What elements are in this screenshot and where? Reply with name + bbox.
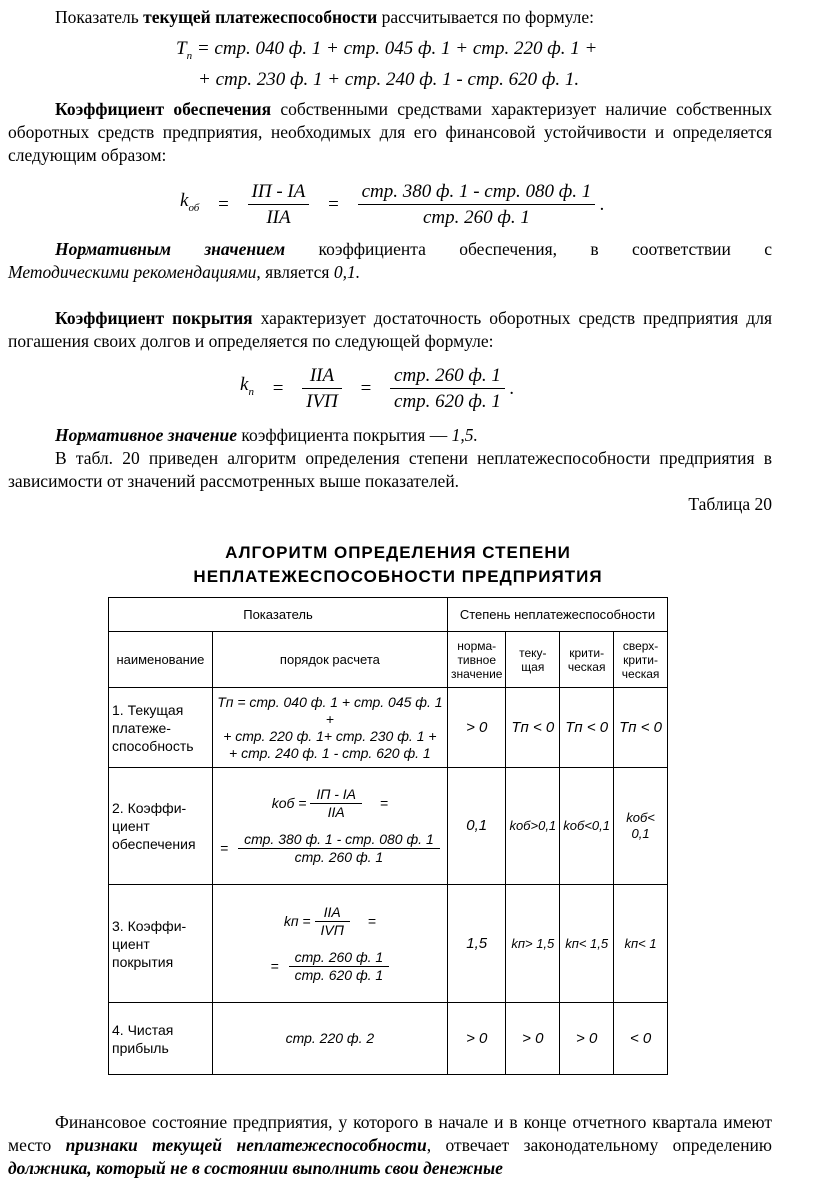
table-title-line-2: НЕПЛАТЕЖЕСПОСОБНОСТИ ПРЕДПРИЯТИЯ (193, 567, 603, 586)
numerator: IП - IA (310, 786, 362, 804)
formula-coverage-coefficient (240, 364, 514, 413)
formula-symbol: k (180, 190, 189, 211)
numerator: стр. 380 ф. 1 - стр. 080 ф. 1 (358, 180, 596, 205)
row-supercritical: < 0 (614, 1003, 668, 1075)
bold-italic-term: Нормативное значение (55, 425, 237, 445)
bold-italic-term: Нормативным значением (55, 239, 286, 259)
table-label: Таблица 20 (688, 494, 772, 514)
formula-symbol: T (176, 38, 187, 59)
equals-sign: = (270, 957, 279, 974)
normative-value: 1,5. (451, 425, 478, 445)
equals-sign: = (272, 378, 284, 399)
table-row (109, 1003, 668, 1075)
italic-term: Методическими рекомендациями (8, 262, 257, 282)
row-normative: > 0 (447, 688, 505, 768)
numerator: стр. 260 ф. 1 (289, 949, 390, 967)
period: . (599, 194, 605, 215)
header-name: наименование (109, 632, 213, 688)
row-current: > 0 (506, 1003, 560, 1075)
numerator: IIA (315, 904, 350, 922)
numerator: стр. 260 ф. 1 (390, 364, 505, 389)
table-row (109, 688, 668, 768)
row-name: 2. Коэффи- циент обеспечения (109, 768, 213, 885)
text: , отвечает законодательному определению (426, 1135, 772, 1155)
algorithm-table (108, 597, 668, 1075)
row-critical: > 0 (560, 1003, 614, 1075)
paragraph-provision-coefficient (8, 98, 772, 167)
row-supercritical: Tп < 0 (614, 688, 668, 768)
calc-line: + стр. 240 ф. 1 - стр. 620 ф. 1 (229, 744, 431, 761)
row-normative: 1,5 (447, 885, 505, 1003)
fraction (289, 949, 390, 984)
row-critical: Tп < 0 (560, 688, 614, 768)
calc-lhs: kоб = (271, 795, 307, 811)
formula-symbol: k (240, 374, 249, 395)
formula-subscript: п (186, 50, 193, 62)
paragraph-normative-value-provision (8, 238, 772, 261)
paragraph-coverage-coefficient (8, 307, 772, 353)
numerator: IIA (302, 364, 342, 389)
text: рассчитывается по формуле: (377, 7, 594, 27)
header-supercritical: сверх- крити- ческая (614, 632, 668, 688)
text: собственными средствами характеризует наличие собственных оборотных средств предприятия, необходимых для его финансовой устойчивости и определяется следующим образом: (8, 99, 772, 165)
header-critical: крити- ческая (560, 632, 614, 688)
normative-value: 0,1. (333, 262, 361, 282)
calc-line: Tп = стр. 040 ф. 1 + стр. 045 ф. 1 + (217, 693, 443, 727)
denominator: стр. 620 ф. 1 (394, 391, 501, 412)
denominator: стр. 260 ф. 1 (422, 207, 530, 228)
equals-sign: = (360, 378, 372, 399)
row-current: kп> 1,5 (506, 885, 560, 1003)
row-name: 4. Чистая прибыль (109, 1003, 213, 1075)
row-calc (212, 885, 447, 1003)
row-calc (212, 688, 447, 768)
header-current: теку- щая (506, 632, 560, 688)
table-row (109, 768, 668, 885)
paragraph-current-solvency (8, 6, 772, 29)
numerator: стр. 380 ф. 1 - стр. 080 ф. 1 (238, 831, 440, 849)
equals-sign: = (220, 840, 229, 856)
paragraph-normative-value-provision-cont (8, 261, 772, 284)
table-header-row-1 (109, 598, 668, 632)
row-critical: kоб<0,1 (560, 768, 614, 885)
formula-current-solvency (176, 37, 597, 92)
fraction (238, 831, 440, 866)
row-name: 1. Текущая платеже- способность (109, 688, 213, 768)
header-degree: Степень неплатежеспособности (447, 598, 667, 632)
fraction (302, 364, 342, 413)
row-current: Tп < 0 (506, 688, 560, 768)
row-name: 3. Коэффи- циент покрытия (109, 885, 213, 1003)
text: Финансовое состояние предприятия, у которого в начале и в конце отчетного квартала имеют место (8, 1112, 772, 1155)
equals-sign: = (367, 912, 376, 929)
fraction (248, 180, 310, 229)
denominator: IVП (320, 921, 344, 938)
row-calc (212, 768, 447, 885)
text: коэффициента обеспечения, в соответствии с (285, 239, 772, 259)
paragraph-financial-state (8, 1111, 772, 1180)
text: характеризует достаточность оборотных средств предприятия для погашения своих долгов и определяется по следующей формуле: (8, 308, 772, 351)
header-normative: норма- тивное значение (447, 632, 505, 688)
row-supercritical: kп< 1 (614, 885, 668, 1003)
table-title-line-1: АЛГОРИТМ ОПРЕДЕЛЕНИЯ СТЕПЕНИ (225, 543, 571, 562)
paragraph-normative-value-coverage (8, 424, 772, 447)
table-header-row-2 (109, 632, 668, 688)
formula-subscript: п (248, 386, 254, 398)
header-calc: порядок расчета (212, 632, 447, 688)
fraction (310, 786, 362, 821)
paragraph-table-intro: В табл. 20 приведен алгоритм определения степени неплатежеспособности предприятия в зависимости от значений рассмотренных выше показателей. (8, 448, 772, 491)
header-indicator: Показатель (109, 598, 448, 632)
equals-sign: = (379, 795, 389, 811)
bold-italic-term: должника, который не в состоянии выполнить свои денежные (8, 1158, 503, 1178)
bold-term: текущей платежеспособности (143, 7, 378, 27)
text: коэффициента покрытия — (236, 425, 452, 445)
fraction (390, 364, 505, 413)
equals-sign: = (328, 194, 339, 215)
formula-line-2: + стр. 230 ф. 1 + стр. 240 ф. 1 - стр. 620 ф. 1. (198, 69, 580, 90)
formula-provision-coefficient (180, 180, 605, 229)
row-calc: стр. 220 ф. 2 (212, 1003, 447, 1075)
bold-term: Коэффициент покрытия (55, 308, 253, 328)
fraction (315, 904, 350, 939)
equals-sign: = (218, 194, 229, 215)
denominator: стр. 620 ф. 1 (294, 966, 384, 983)
denominator: стр. 260 ф. 1 (294, 849, 384, 865)
formula-line-1: = стр. 040 ф. 1 + стр. 045 ф. 1 + стр. 220 ф. 1 + (196, 38, 598, 59)
formula-subscript: об (188, 202, 200, 214)
text: Показатель (55, 7, 144, 27)
bold-italic-term: признаки текущей неплатежеспособности (65, 1135, 427, 1155)
numerator: IП - IA (248, 180, 310, 205)
calc-lhs: kп = (283, 912, 311, 929)
row-normative: 0,1 (447, 768, 505, 885)
fraction (358, 180, 596, 229)
table-row (109, 885, 668, 1003)
period: . (509, 378, 515, 399)
row-critical: kп< 1,5 (560, 885, 614, 1003)
row-current: kоб>0,1 (506, 768, 560, 885)
denominator: IVП (306, 391, 338, 412)
calc-line: + стр. 220 ф. 1+ стр. 230 ф. 1 + (223, 727, 437, 744)
denominator: IIA (327, 804, 345, 820)
row-normative: > 0 (447, 1003, 505, 1075)
text: , является (256, 262, 334, 282)
denominator: IIA (266, 207, 291, 228)
bold-term: Коэффициент обеспечения (55, 99, 272, 119)
row-supercritical: kоб< 0,1 (614, 768, 668, 885)
